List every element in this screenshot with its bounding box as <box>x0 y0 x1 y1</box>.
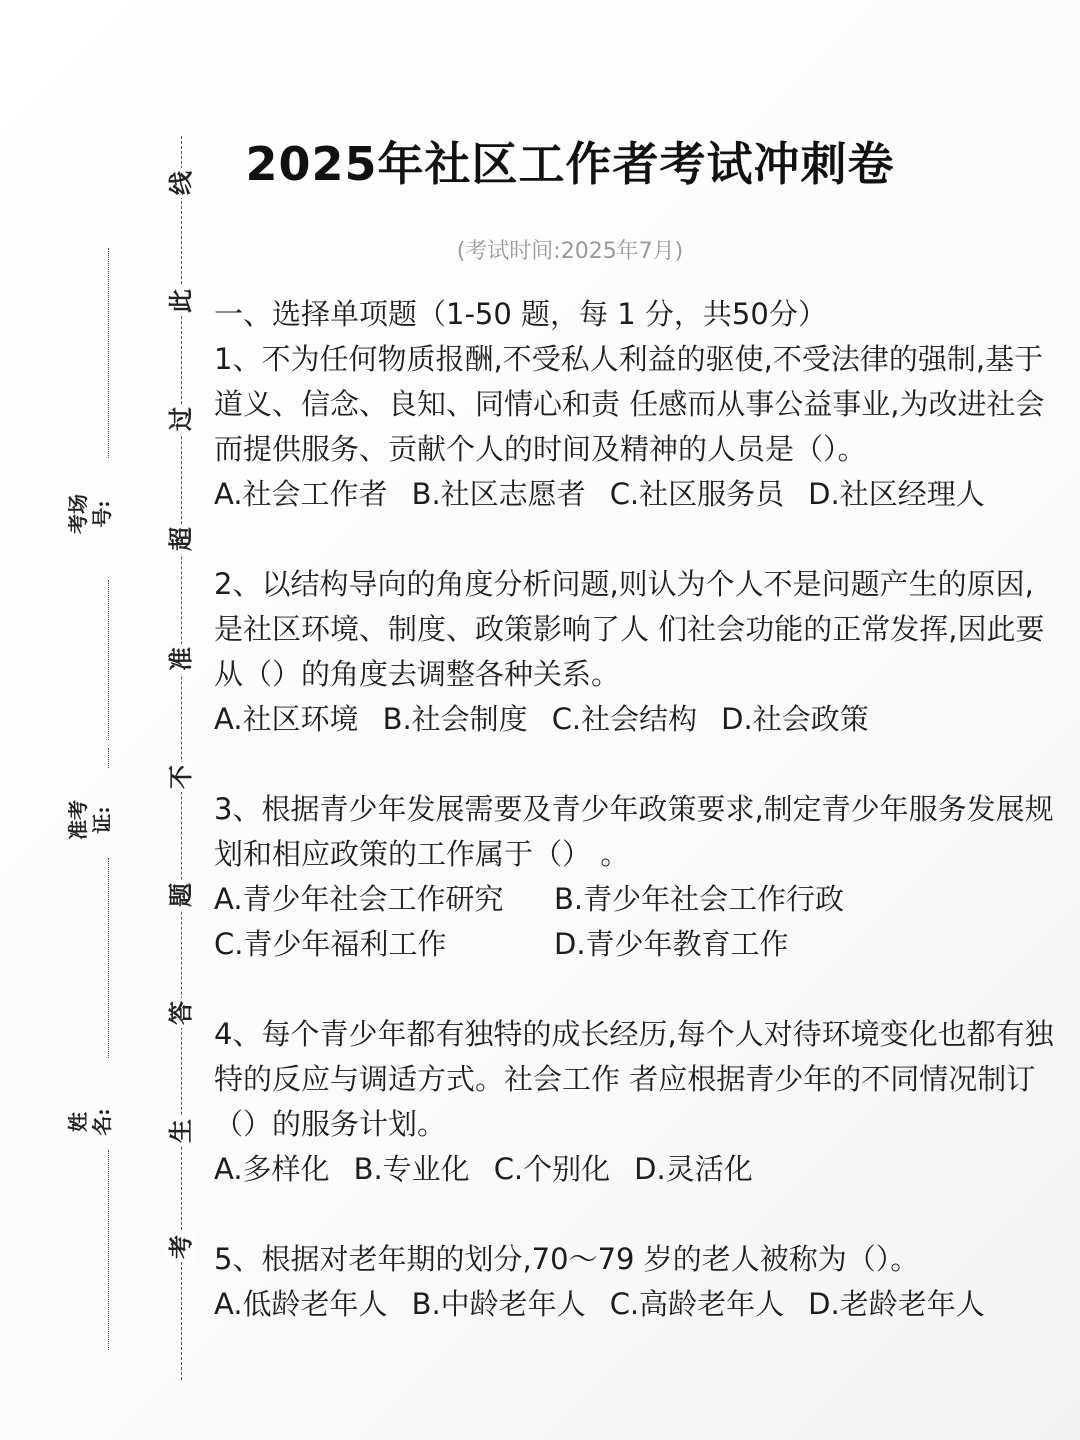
option-d: D.灵活化 <box>634 1152 753 1186</box>
option-c: C.个别化 <box>493 1152 611 1186</box>
option-c: C.社区服务员 <box>609 477 785 511</box>
option-a: A.多样化 <box>214 1152 330 1186</box>
question-options <box>214 877 1060 967</box>
option-b: B.社区志愿者 <box>411 477 586 511</box>
option-d: D.老龄老年人 <box>808 1287 985 1321</box>
option-a: A.社会工作者 <box>214 477 388 511</box>
exam-time: (考试时间:2025年7月) <box>456 239 684 264</box>
question-section <box>214 292 1060 1327</box>
question-stem: 2、以结构导向的角度分析问题,则认为个人不是问题产生的原因,是社区环境、制度、政策影响了人 们社会功能的正常发挥,因此要从（）的角度去调整各种关系。 <box>214 567 1045 691</box>
seal-char: 题 <box>166 880 196 910</box>
option-c: C.高龄老年人 <box>609 1287 785 1321</box>
seal-char: 准 <box>166 644 196 674</box>
seal-char: 生 <box>166 1116 196 1146</box>
question-options <box>214 472 1060 517</box>
question-item <box>214 1012 1060 1192</box>
seal-char: 不 <box>166 762 196 792</box>
option-b: B.社会制度 <box>382 702 528 736</box>
option-b: B.专业化 <box>353 1152 470 1186</box>
option-b: B.中龄老年人 <box>411 1287 586 1321</box>
option-a: A.青少年社会工作研究 <box>214 882 504 916</box>
option-c: C.青少年福利工作 <box>214 927 447 961</box>
question-stem: 4、每个青少年都有独特的成长经历,每个人对待环境变化也都有独特的反应与调适方式。社会工作 者应根据青少年的不同情况制订（）的服务计划。 <box>214 1017 1054 1141</box>
question-item <box>214 787 1060 967</box>
seal-char: 超 <box>166 524 196 554</box>
question-stem: 5、根据对老年期的划分,70～79 岁的老人被称为（）。 <box>214 1242 920 1276</box>
seal-char: 此 <box>166 286 196 316</box>
option-d: D.青少年教育工作 <box>554 927 789 961</box>
option-c: C.社会结构 <box>551 702 698 736</box>
name-label: 姓名: <box>66 1108 114 1136</box>
question-options <box>214 1282 1060 1327</box>
question-options <box>214 697 1060 742</box>
seal-char: 过 <box>166 404 196 434</box>
option-d: D.社会政策 <box>721 702 869 736</box>
option-b: B.青少年社会工作行政 <box>554 882 845 916</box>
option-a: A.社区环境 <box>214 702 359 736</box>
question-item <box>214 337 1060 517</box>
admission-ticket-line-upper <box>108 748 109 768</box>
question-stem: 1、不为任何物质报酬,不受私人利益的驱使,不受法律的强制,基于道义、信念、良知、同情心和责 任感而从事公益事业,为改进社会而提供服务、贡献个人的时间及精神的人员是（）。 <box>214 342 1045 466</box>
name-line[interactable] <box>108 1150 109 1350</box>
seal-char: 答 <box>166 998 196 1028</box>
seal-char: 考 <box>166 1232 196 1262</box>
option-a: A.低龄老年人 <box>214 1287 388 1321</box>
admission-ticket-line[interactable] <box>108 858 109 1058</box>
seal-line <box>181 136 182 1380</box>
admission-ticket-label: 准考证: <box>66 800 114 840</box>
exam-room-label: 考场号: <box>66 494 114 534</box>
exam-title: 2025年社区工作者考试冲刺卷 <box>245 137 895 191</box>
question-options <box>214 1147 1060 1192</box>
question-item <box>214 1237 1060 1327</box>
seal-char: 线 <box>166 168 196 198</box>
exam-room-line-lower <box>108 580 109 740</box>
question-stem: 3、根据青少年发展需要及青少年政策要求,制定青少年服务发展规划和相应政策的工作属于（） 。 <box>214 792 1054 871</box>
question-item <box>214 562 1060 742</box>
exam-room-line[interactable] <box>108 248 109 458</box>
option-d: D.社区经理人 <box>808 477 985 511</box>
section-heading: 一、选择单项题（1-50 题，每 1 分，共50分） <box>214 297 827 331</box>
